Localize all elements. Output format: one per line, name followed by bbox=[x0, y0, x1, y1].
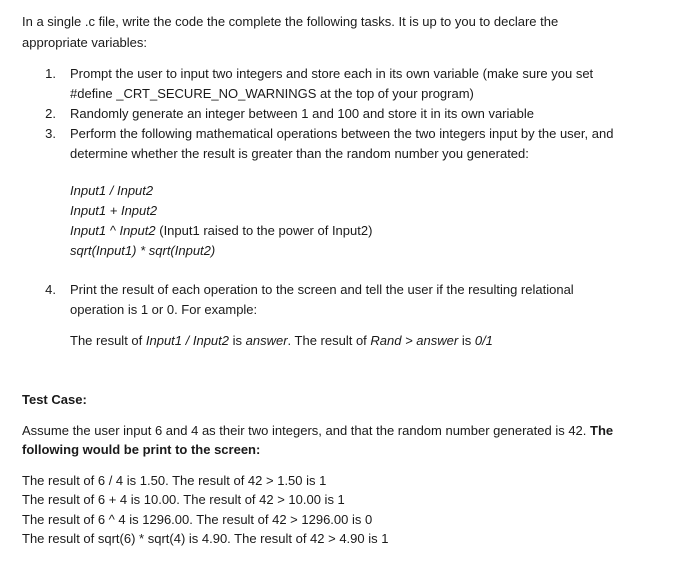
test-case-assume-line-2: following would be print to the screen: bbox=[22, 442, 261, 457]
example-part-2: Input1 / Input2 bbox=[145, 333, 229, 348]
example-part-6: Rand > answer bbox=[370, 333, 459, 348]
operation-add: Input1 + Input2 bbox=[70, 203, 158, 218]
test-case-assume-line-1 bbox=[22, 421, 613, 441]
task-number-4: 4. bbox=[45, 282, 56, 297]
operation-power-expression: Input1 ^ Input2 bbox=[70, 223, 156, 238]
test-case-assume-text: Assume the user input 6 and 4 as their two integers, and that the random number generated is 42. bbox=[22, 423, 591, 438]
example-line bbox=[70, 331, 493, 351]
task-3-line-1: Perform the following mathematical operations between the two integers input by the user, and bbox=[70, 126, 614, 141]
example-part-7: is bbox=[458, 333, 475, 348]
task-2-line-1: Randomly generate an integer between 1 and 100 and store it in its own variable bbox=[70, 106, 534, 121]
operation-divide: Input1 / Input2 bbox=[70, 183, 154, 198]
task-number-2: 2. bbox=[45, 106, 56, 121]
test-output-line-3: The result of 6 ^ 4 is 1296.00. The result of 42 > 1296.00 is 0 bbox=[22, 512, 373, 527]
example-part-5: . The result of bbox=[287, 333, 371, 348]
task-1-line-2: #define _CRT_SECURE_NO_WARNINGS at the top of your program) bbox=[70, 86, 474, 101]
test-output-line-4: The result of sqrt(6) * sqrt(4) is 4.90. The result of 42 > 4.90 is 1 bbox=[22, 531, 389, 546]
intro-line-1: In a single .c file, write the code the complete the following tasks. It is up to you to declare the bbox=[22, 14, 559, 29]
example-part-8: 0/1 bbox=[474, 333, 493, 348]
operation-power bbox=[70, 221, 372, 241]
intro-line-2: appropriate variables: bbox=[22, 35, 148, 50]
task-1-line-1: Prompt the user to input two integers and store each in its own variable (make sure you set bbox=[70, 66, 594, 81]
task-number-3: 3. bbox=[45, 126, 56, 141]
task-4-line-2: operation is 1 or 0. For example: bbox=[70, 302, 258, 317]
example-part-3: is bbox=[229, 333, 246, 348]
operation-power-description: (Input1 raised to the power of Input2) bbox=[155, 223, 373, 238]
test-output-line-2: The result of 6 + 4 is 10.00. The result of 42 > 10.00 is 1 bbox=[22, 492, 345, 507]
task-number-1: 1. bbox=[45, 66, 56, 81]
operation-sqrt: sqrt(Input1) * sqrt(Input2) bbox=[70, 243, 216, 258]
example-part-1: The result of bbox=[70, 333, 146, 348]
test-case-heading: Test Case: bbox=[22, 392, 87, 407]
task-3-line-2: determine whether the result is greater than the random number you generated: bbox=[70, 146, 529, 161]
test-output-line-1: The result of 6 / 4 is 1.50. The result of 42 > 1.50 is 1 bbox=[22, 473, 327, 488]
example-part-4: answer bbox=[245, 333, 288, 348]
task-4-line-1: Print the result of each operation to the screen and tell the user if the resulting relational bbox=[70, 282, 574, 297]
test-case-assume-bold-1: The bbox=[590, 423, 614, 438]
